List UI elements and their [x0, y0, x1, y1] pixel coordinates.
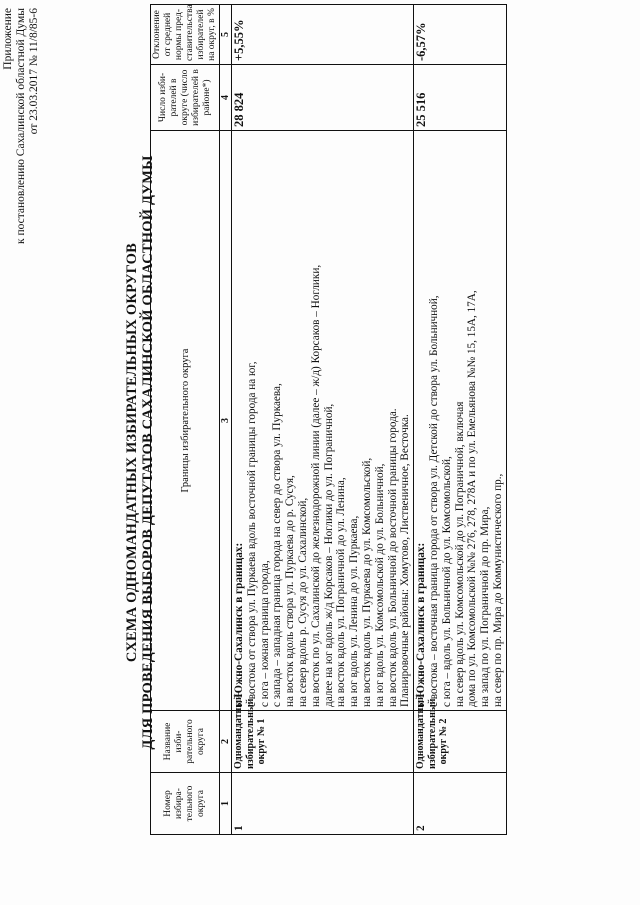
- boundary-line: далее на юг вдоль ж/д Корсаков – Ноглики до ул. Пограничной,: [322, 403, 335, 707]
- boundary-line: на юг вдоль ул. Ленина до ул. Пуркаева,: [348, 515, 361, 707]
- boundary-title: г. Южно-Сахалинск в границах:: [415, 542, 428, 707]
- district-number: 2: [414, 773, 507, 835]
- boundary-line: с востока от створа ул. Пуркаева вдоль восточной границы города на юг,: [245, 361, 258, 707]
- boundary-line: на юг вдоль ул. Комсомольской до ул. Больничной,: [373, 463, 386, 707]
- col-number-4: 4: [220, 65, 232, 131]
- boundary-line: на восток по ул. Сахалинской до железнодорожной линии (далее – ж/д) Корсаков – Ноглики,: [309, 264, 322, 707]
- boundary-line: на север вдоль ул. Комсомольской до ул. Пограничной, включая: [453, 401, 466, 707]
- header-boundaries: Границы избирательного округа: [151, 131, 220, 711]
- boundary-line: с юга – вдоль ул. Больничной до ул. Комсомольской,: [440, 456, 453, 707]
- header-deviation: Отклонение от средней нормы пред-ставительства избирателей на округ, в %: [151, 5, 220, 65]
- table-row: [414, 5, 507, 835]
- document-title-line-1: СХЕМА ОДНОМАНДАТНЫХ ИЗБИРАТЕЛЬНЫХ ОКРУГОВ: [124, 242, 140, 663]
- district-name: Одномандатный избирательный округ № 1: [232, 711, 414, 773]
- table-row: [232, 5, 414, 835]
- document-title-line-2: ДЛЯ ПРОВЕДЕНИЯ ВЫБОРОВ ДЕПУТАТОВ САХАЛИНСКОЙ ОБЛАСТНОЙ ДУМЫ: [140, 155, 156, 750]
- deviation-percent: +5,55%: [232, 5, 414, 65]
- col-number-3: 3: [220, 131, 232, 711]
- attachment-line-3: от 23.03.2017 № 11/8/85-6: [28, 8, 40, 135]
- boundary-title: г. Южно-Сахалинск в границах:: [233, 542, 245, 707]
- voters-count: 25 516: [414, 65, 507, 131]
- header-voters: Число изби-рателей в округе (число избирателей в районе*): [151, 65, 220, 131]
- boundary-line: дома по ул. Комсомольской №№ 276, 278, 278А и по ул. Емельянова №№ 15, 15А, 17А,: [466, 290, 479, 707]
- boundary-line: на восток вдоль створа ул. Пуркаева до р. Сусуя,: [284, 475, 297, 707]
- districts-table: [150, 4, 507, 835]
- boundary-line: с юга – южная граница города,: [258, 560, 271, 707]
- col-number-5: 5: [220, 5, 232, 65]
- boundary-line: на восток вдоль ул. Больничной до восточной границы города.: [386, 408, 399, 707]
- voters-count: 28 824: [232, 65, 414, 131]
- col-number-2: 2: [220, 711, 232, 773]
- boundary-line: на восток вдоль ул. Пуркаева до ул. Комсомольской,: [360, 457, 373, 707]
- column-number-row: [220, 5, 232, 835]
- attachment-line-1: Приложение: [2, 8, 14, 70]
- boundary-line: на запад по ул. Пограничной до пр. Мира,: [479, 506, 492, 707]
- district-boundaries: [232, 131, 414, 711]
- table-header-row: [151, 5, 220, 835]
- boundary-line: на восток вдоль ул. Пограничной до ул. Ленина,: [335, 477, 348, 707]
- header-name: Название изби-рательного округа: [151, 711, 220, 773]
- district-number: 1: [232, 773, 414, 835]
- boundary-line: с востока – восточная граница города от створа ул. Детской до створа ул. Больничной,: [427, 295, 440, 707]
- boundary-line: с запада – западная граница города на север до створа ул. Пуркаева,: [271, 383, 284, 707]
- district-name: Одномандатный избирательный округ № 2: [414, 711, 507, 773]
- boundary-line: на север вдоль р. Сусуя до ул. Сахалинской,: [296, 497, 309, 707]
- district-boundaries: [414, 131, 507, 711]
- attachment-note: [2, 8, 41, 244]
- boundary-line: на север по пр. Мира до Коммунистического пр.,: [491, 473, 504, 707]
- boundary-line: Планировочные районы: Хомутово, Лиственичное, Весточка.: [399, 414, 412, 707]
- deviation-percent: -6,57%: [414, 5, 507, 65]
- attachment-line-2: к постановлению Сахалинской областной Думы: [15, 8, 27, 245]
- col-number-1: 1: [220, 773, 232, 835]
- header-number: Номер избира-тельного округа: [151, 773, 220, 835]
